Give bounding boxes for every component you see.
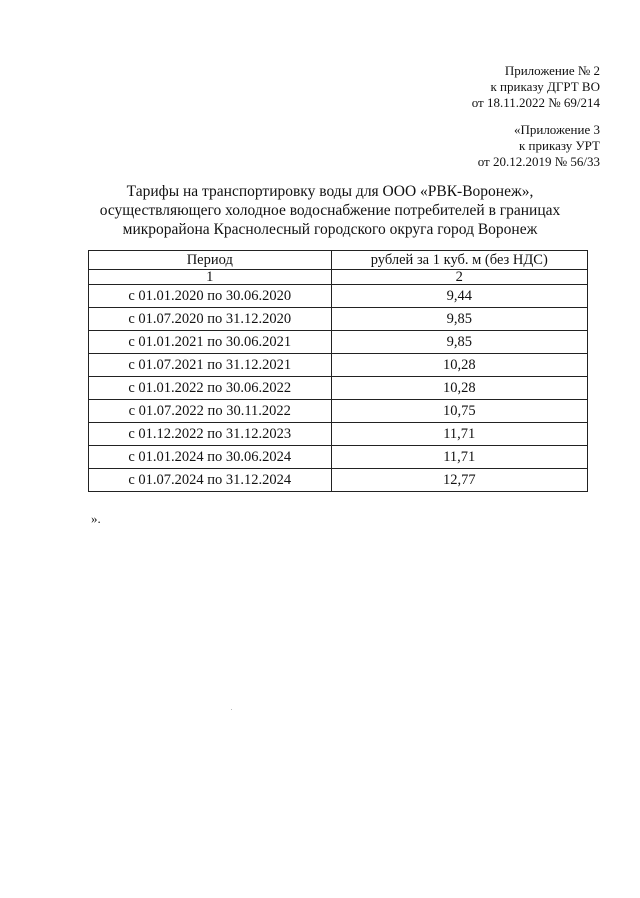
period-cell: с 01.01.2024 по 30.06.2024	[89, 446, 332, 469]
table-row	[89, 377, 588, 400]
period-cell: с 01.12.2022 по 31.12.2023	[89, 423, 332, 446]
tariff-cell: 9,85	[331, 331, 587, 354]
title-line: Тарифы на транспортировку воды для ООО «РВК-Воронеж»,	[126, 183, 534, 200]
tariff-table	[88, 250, 588, 492]
appendix-reference-original	[478, 122, 600, 170]
period-cell: с 01.07.2022 по 30.11.2022	[89, 400, 332, 423]
appendix-line: к приказу УРТ	[518, 138, 600, 153]
closing-quote-mark: ».	[91, 511, 101, 526]
tariff-cell: 10,28	[331, 377, 587, 400]
tariff-cell: 12,77	[331, 469, 587, 492]
tariff-cell: 9,85	[331, 308, 587, 331]
period-cell: с 01.07.2021 по 31.12.2021	[89, 354, 332, 377]
period-cell: с 01.01.2021 по 30.06.2021	[89, 331, 332, 354]
tariff-cell: 11,71	[331, 446, 587, 469]
title-line: осуществляющего холодное водоснабжение потребителей в границах	[99, 202, 561, 219]
table-row	[89, 285, 588, 308]
table-row	[89, 400, 588, 423]
appendix-line: от 18.11.2022 № 69/214	[471, 95, 600, 110]
table-row	[89, 308, 588, 331]
tariff-cell: 10,75	[331, 400, 587, 423]
appendix-line: Приложение № 2	[504, 63, 600, 78]
header-period: Период	[89, 251, 332, 270]
title-line: микрорайона Краснолесный городского округа город Воронеж	[122, 221, 538, 238]
table-row	[89, 446, 588, 469]
period-cell: с 01.01.2022 по 30.06.2022	[89, 377, 332, 400]
column-number-row	[89, 270, 588, 285]
table-row	[89, 469, 588, 492]
table-row	[89, 423, 588, 446]
scan-speck	[231, 709, 232, 710]
appendix-reference-current	[472, 63, 600, 111]
period-cell: с 01.01.2020 по 30.06.2020	[89, 285, 332, 308]
appendix-line: от 20.12.2019 № 56/33	[477, 154, 600, 169]
period-cell: с 01.07.2020 по 31.12.2020	[89, 308, 332, 331]
header-tariff: рублей за 1 куб. м (без НДС)	[331, 251, 587, 270]
table-row	[89, 354, 588, 377]
appendix-line: к приказу ДГРТ ВО	[490, 79, 600, 94]
appendix-line: «Приложение 3	[513, 122, 600, 137]
tariff-cell: 10,28	[331, 354, 587, 377]
table-row	[89, 331, 588, 354]
tariff-cell: 9,44	[331, 285, 587, 308]
column-number: 2	[331, 270, 587, 285]
tariff-cell: 11,71	[331, 423, 587, 446]
period-cell: с 01.07.2024 по 31.12.2024	[89, 469, 332, 492]
table-header-row	[89, 251, 588, 270]
column-number: 1	[89, 270, 332, 285]
document-title	[60, 182, 600, 239]
